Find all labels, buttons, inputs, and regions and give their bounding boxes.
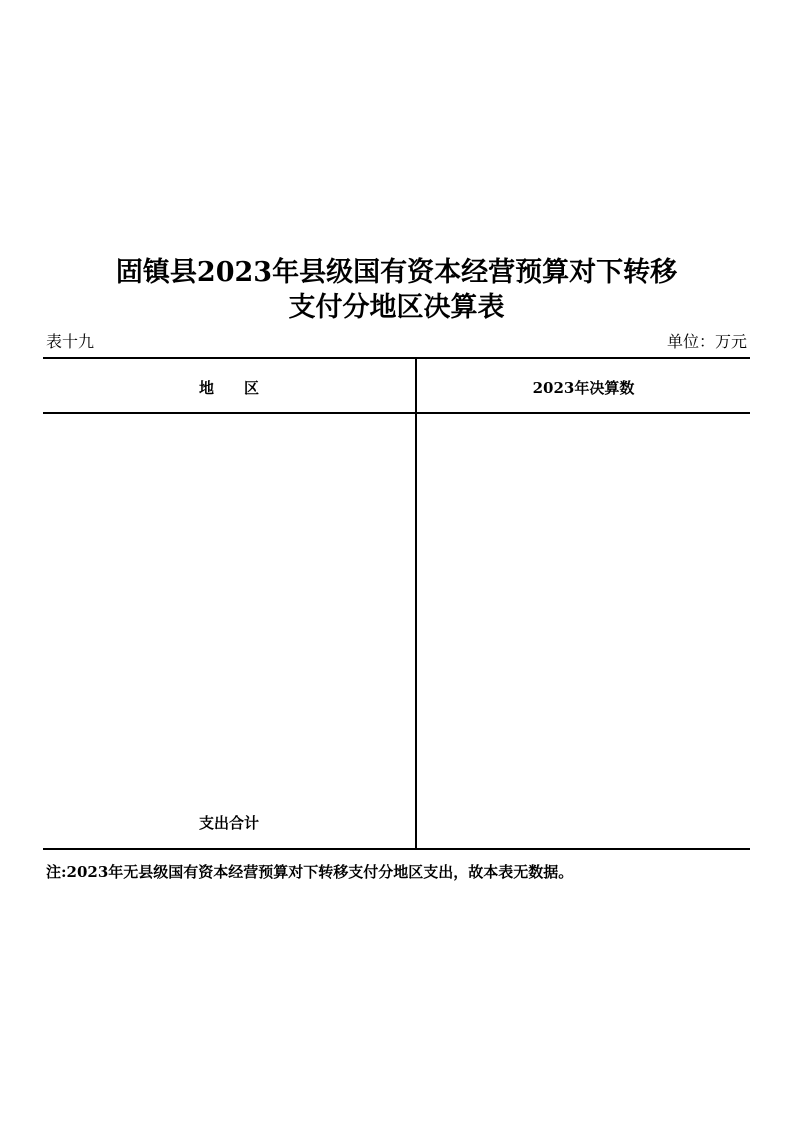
unit-label: 单位：万元 [666, 332, 747, 351]
page-title-line-2: 支付分地区决算表 [288, 292, 505, 323]
header-amount: 2023年决算数 [532, 379, 635, 397]
page-title-line-1: 固镇县2023年县级国有资本经营预算对下转移 [115, 257, 678, 288]
region-column-body [43, 414, 415, 850]
total-label: 支出合计 [198, 814, 259, 832]
header-region: 地 区 [198, 379, 259, 397]
amount-column-body [417, 414, 750, 850]
table-number: 表十九 [46, 332, 95, 351]
footnote: 注:2023年无县级国有资本经营预算对下转移支付分地区支出，故本表无数据。 [46, 863, 574, 881]
budget-table [43, 357, 750, 850]
